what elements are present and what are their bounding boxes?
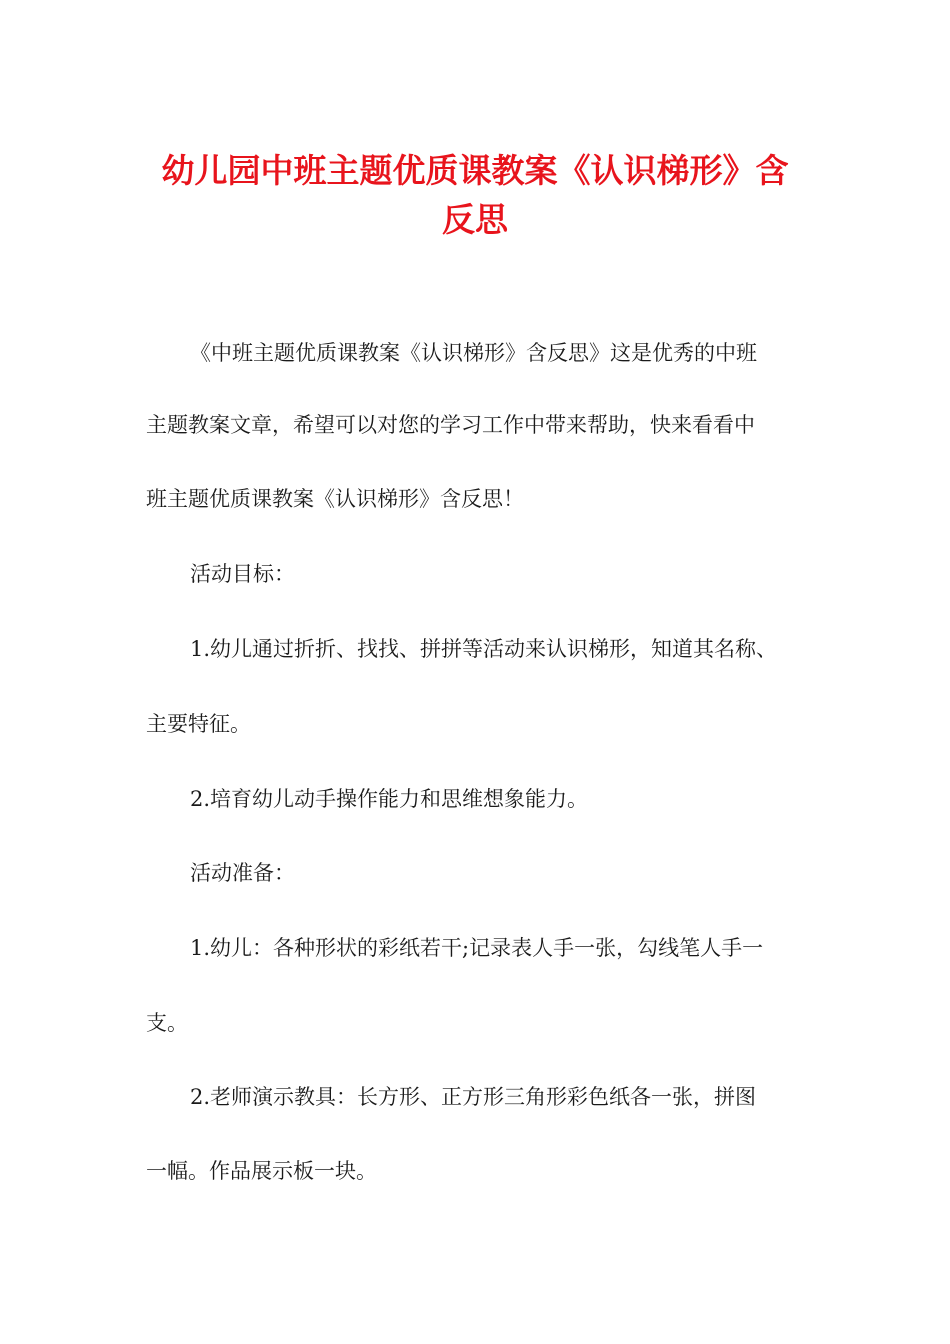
intro-paragraph-line-2: 主题教案文章，希望可以对您的学习工作中带来帮助，快来看看中: [146, 413, 755, 437]
section-heading-preparation: 活动准备：: [190, 861, 295, 885]
goal-2: 2.培育幼儿动手操作能力和思维想象能力。: [190, 787, 589, 811]
preparation-2-line-2: 一幅。作品展示板一块。: [146, 1159, 377, 1183]
goal-1-line-2: 主要特征。: [146, 712, 251, 736]
goal-1-line-1: 1.幼儿通过折折、找找、拼拼等活动来认识梯形，知道其名称、: [190, 637, 778, 661]
document-title-line-1: 幼儿园中班主题优质课教案《认识梯形》含: [161, 151, 789, 190]
preparation-1-line-1: 1.幼儿：各种形状的彩纸若干;记录表人手一张，勾线笔人手一: [190, 936, 764, 960]
intro-paragraph-line-3: 班主题优质课教案《认识梯形》含反思！: [146, 487, 524, 511]
document-title-line-2: 反思: [442, 200, 508, 239]
section-heading-goals: 活动目标：: [190, 562, 295, 586]
intro-paragraph-line-1: 《中班主题优质课教案《认识梯形》含反思》这是优秀的中班: [190, 341, 757, 365]
preparation-1-line-2: 支。: [146, 1011, 188, 1035]
preparation-2-line-1: 2.老师演示教具：长方形、正方形三角形彩色纸各一张，拼图: [190, 1085, 757, 1109]
